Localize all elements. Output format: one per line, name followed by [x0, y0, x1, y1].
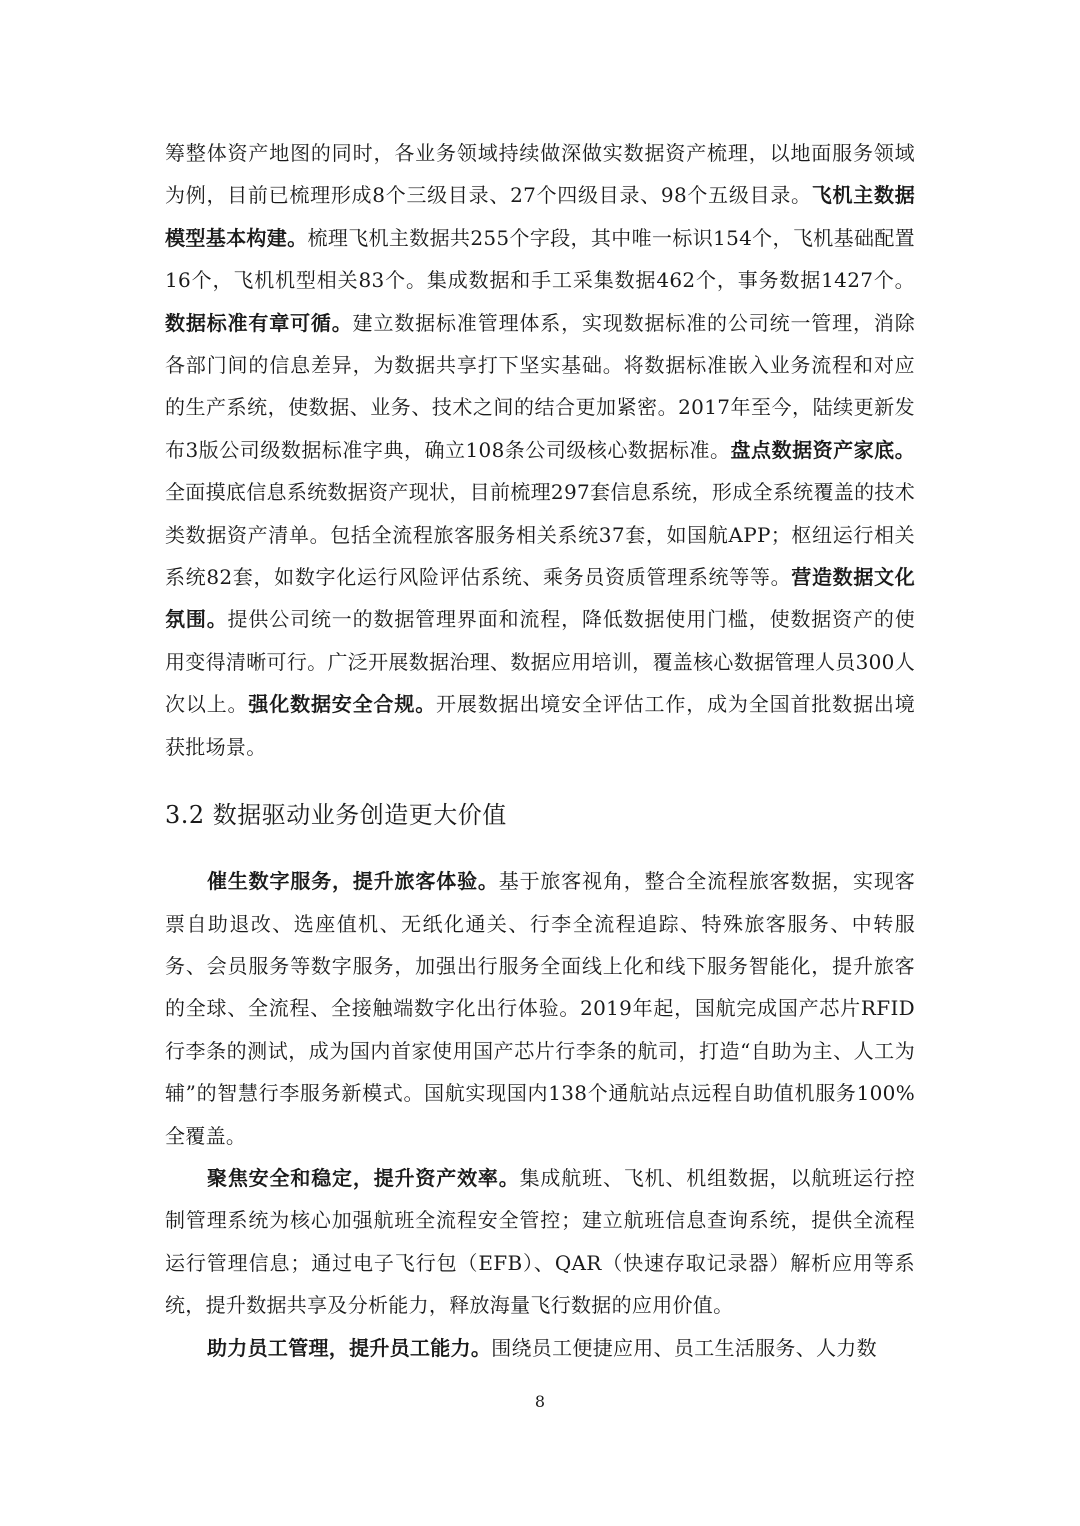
intro-text: 梳理飞机主数据共255个字段，其中唯一标识154个，飞机基础配置16个，飞机机型相关83个。集成数据和手工采集数据462个，事务数据1427个。	[165, 225, 915, 293]
section-heading: 3.2 数据驱动业务创造更大价值	[165, 801, 507, 830]
intro-paragraph	[165, 132, 915, 768]
page-number: 8	[534, 1392, 546, 1411]
page-content	[165, 132, 915, 1369]
intro-bold-heading-aircraft-master-data: 飞机主数据模型基本构建。	[165, 183, 915, 250]
intro-text: 提供公司统一的数据管理界面和流程，降低数据使用门槛，使数据资产的使用变得清晰可行。广泛开展数据治理、数据应用培训，覆盖核心数据管理人员300人次以上。	[165, 607, 915, 717]
intro-bold-heading-data-security: 强化数据安全合规。	[248, 692, 437, 717]
paragraph-text: 围绕员工便捷应用、员工生活服务、人力数	[491, 1335, 877, 1360]
intro-bold-heading-data-culture: 营造数据文化氛围。	[165, 565, 916, 632]
intro-text: 筹整体资产地图的同时，各业务领域持续做深做实数据资产梳理，以地面服务领域为例，目前已梳理形成8个三级目录、27个四级目录、98个五级目录。	[165, 141, 915, 208]
body-paragraph-digital-services	[165, 860, 915, 1157]
body-paragraph-safety-stability	[165, 1157, 915, 1327]
paragraph-lead: 助力员工管理，提升员工能力。	[207, 1335, 492, 1360]
intro-text: 建立数据标准管理体系，实现数据标准的公司统一管理，消除各部门间的信息差异，为数据共享打下坚实基础。将数据标准嵌入业务流程和对应的生产系统，使数据、业务、技术之间的结合更加紧密。2017年至今，陆续更新发布3版公司级数据标准字典，确立108条公司级核心数据标准。	[165, 310, 915, 462]
intro-bold-heading-data-standards: 数据标准有章可循。	[165, 310, 353, 335]
paragraph-text: 集成航班、飞机、机组数据，以航班运行控制管理系统为核心加强航班全流程安全管控；建立航班信息查询系统，提供全流程运行管理信息；通过电子飞行包（EFB）、QAR（快速存取记录器）解析应用等系统，提升数据共享及分析能力，释放海量飞行数据的应用价值。	[165, 1165, 916, 1318]
paragraph-lead: 催生数字服务，提升旅客体验。	[207, 869, 499, 894]
intro-text: 开展数据出境安全评估工作，成为全国首批数据出境获批场景。	[165, 692, 916, 759]
body-paragraph-employee-management	[165, 1327, 915, 1369]
paragraph-lead: 聚焦安全和稳定，提升资产效率。	[207, 1165, 520, 1190]
intro-bold-heading-data-assets: 盘点数据资产家底。	[730, 437, 915, 462]
paragraph-text: 基于旅客视角，整合全流程旅客数据，实现客票自助退改、选座值机、无纸化通关、行李全流程追踪、特殊旅客服务、中转服务、会员服务等数字服务，加强出行服务全面线上化和线下服务智能化，提升旅客的全球、全流程、全接触端数字化出行体验。2019年起，国航完成国产芯片RFID行李条的测试，成为国内首家使用国产芯片行李条的航司，打造“自助为主、人工为辅”的智慧行李服务新模式。国航实现国内138个通航站点远程自助值机服务100%全覆盖。	[165, 869, 915, 1148]
intro-text: 全面摸底信息系统数据资产现状，目前梳理297套信息系统，形成全系统覆盖的技术类数据资产清单。包括全流程旅客服务相关系统37套，如国航APP；枢纽运行相关系统82套，如数字化运行风险评估系统、乘务员资质管理系统等等。	[165, 480, 915, 590]
